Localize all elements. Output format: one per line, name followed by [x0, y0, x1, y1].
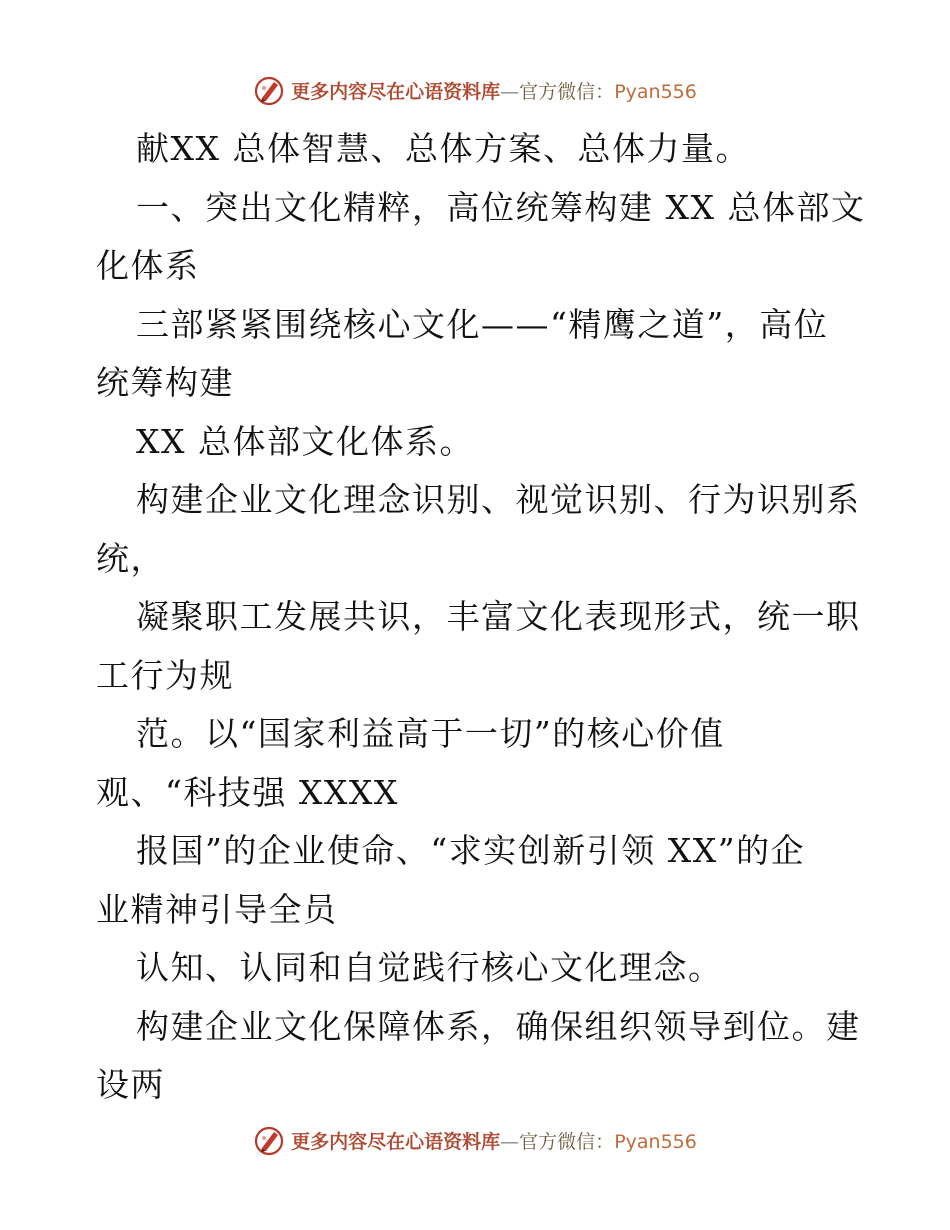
text-line: 三部紧紧围绕核心文化——“精鹰之道”，高位 [136, 304, 829, 344]
text-line: 工行为规 [96, 655, 234, 695]
text-line: 构建企业文化保障体系，确保组织领导到位。建 [136, 1006, 861, 1046]
text-line: XX 总体部文化体系。 [136, 421, 474, 461]
watermark-site-text: 更多内容尽在心语资料库 [291, 1130, 501, 1153]
watermark-wechat-label: 官方微信： [519, 1130, 615, 1153]
text-line: 构建企业文化理念识别、视觉识别、行为识别系 [136, 480, 861, 519]
text-line: 报国”的企业使命、“求实创新引领 XX”的企 [136, 831, 806, 870]
watermark-dash: — [500, 80, 520, 103]
watermark-text [291, 77, 697, 104]
text-line: 统， [96, 538, 165, 578]
document-body [96, 120, 866, 1115]
watermark-wechat-id: Pyan556 [614, 1130, 697, 1153]
header-watermark-banner [0, 70, 950, 110]
text-line: 认知、认同和自觉践行核心文化理念。 [136, 948, 723, 987]
text-line: 化体系 [96, 246, 200, 285]
footer-watermark-banner [0, 1120, 950, 1160]
text-line: 一、突出文化精粹，高位统筹构建 XX 总体部文 [136, 187, 866, 227]
text-line: 业精神引导全员 [96, 889, 338, 929]
watermark-dash: — [500, 1130, 520, 1153]
watermark-wechat-id: Pyan556 [614, 80, 697, 103]
watermark-wechat-label: 官方微信： [519, 80, 615, 103]
pen-logo-icon [253, 74, 285, 106]
text-line: 凝聚职工发展共识，丰富文化表现形式，统一职 [136, 597, 861, 636]
text-line: 统筹构建 [96, 363, 234, 402]
text-line: 范。以“国家利益高于一切”的核心价值 [136, 714, 725, 753]
text-line: 设两 [96, 1065, 165, 1104]
text-line: 献XX 总体智慧、总体方案、总体力量。 [136, 129, 750, 168]
pen-logo-icon [253, 1124, 285, 1156]
text-line: 观、“科技强 XXXX [96, 772, 399, 812]
watermark-text [291, 1127, 697, 1154]
watermark-site-text: 更多内容尽在心语资料库 [291, 80, 501, 103]
